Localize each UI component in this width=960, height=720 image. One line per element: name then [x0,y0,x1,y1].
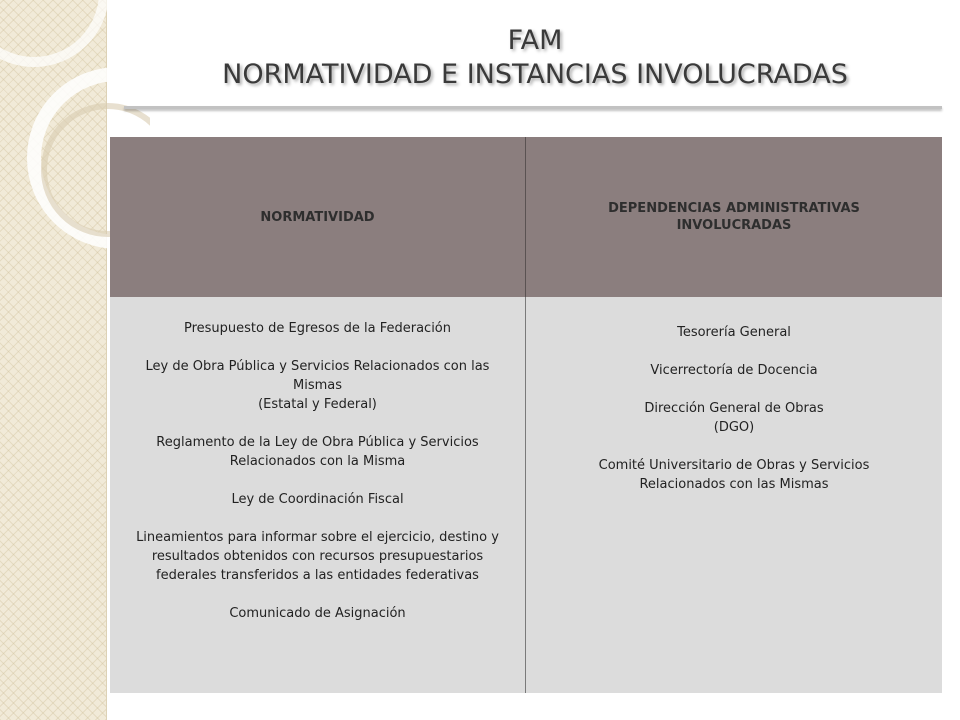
dependencia-item-line: Tesorería General [677,325,791,340]
dependencia-item-line: Comité Universitario de Obras y Servicios [598,458,870,473]
dependencia-item-line: (DGO) [713,420,755,435]
header-dependencias: DEPENDENCIAS ADMINISTRATIVAS INVOLUCRADAS [526,137,942,297]
normatividad-item [124,357,511,414]
normatividad-item-line: Mismas [292,378,342,393]
dependencia-item-line: Vicerrectoría de Docencia [650,363,818,378]
normatividad-list [110,297,526,693]
normatividad-item-line: Relacionados con la Misma [229,454,406,469]
title-line-1: FAM [507,25,563,56]
dependencia-item [540,399,928,437]
dependencias-list [526,297,942,693]
normatividad-item [124,528,511,585]
normatividad-item-line: Reglamento de la Ley de Obra Pública y Servicios [156,435,479,450]
normatividad-item [124,604,511,623]
header-normatividad: NORMATIVIDAD [110,137,526,297]
dependencia-item [540,456,928,494]
normatividad-item-line: (Estatal y Federal) [258,397,377,412]
dependencia-item [540,361,928,380]
dependencia-item-line: Relacionados con las Mismas [639,477,829,492]
title-line-2: NORMATIVIDAD E INSTANCIAS INVOLUCRADAS [222,59,848,90]
normatividad-item [124,433,511,471]
normatividad-item [124,319,511,338]
normatividad-item-line: federales transferidos a las entidades federativas [156,568,479,583]
normatividad-table [110,137,942,693]
normatividad-item-line: resultados obtenidos con recursos presupuestarios [151,549,484,564]
normatividad-item-line: Comunicado de Asignación [229,606,406,621]
normatividad-item-line: Ley de Coordinación Fiscal [231,492,404,507]
dependencia-item [540,323,928,342]
normatividad-item-line: Presupuesto de Egresos de la Federación [183,321,452,336]
title-divider [124,106,942,109]
normatividad-item-line: Ley de Obra Pública y Servicios Relacionados con las [145,359,490,374]
normatividad-item-line: Lineamientos para informar sobre el ejercicio, destino y [136,530,499,545]
dependencia-item-line: Dirección General de Obras [644,401,824,416]
slide-title [120,24,950,92]
normatividad-item [124,490,511,509]
